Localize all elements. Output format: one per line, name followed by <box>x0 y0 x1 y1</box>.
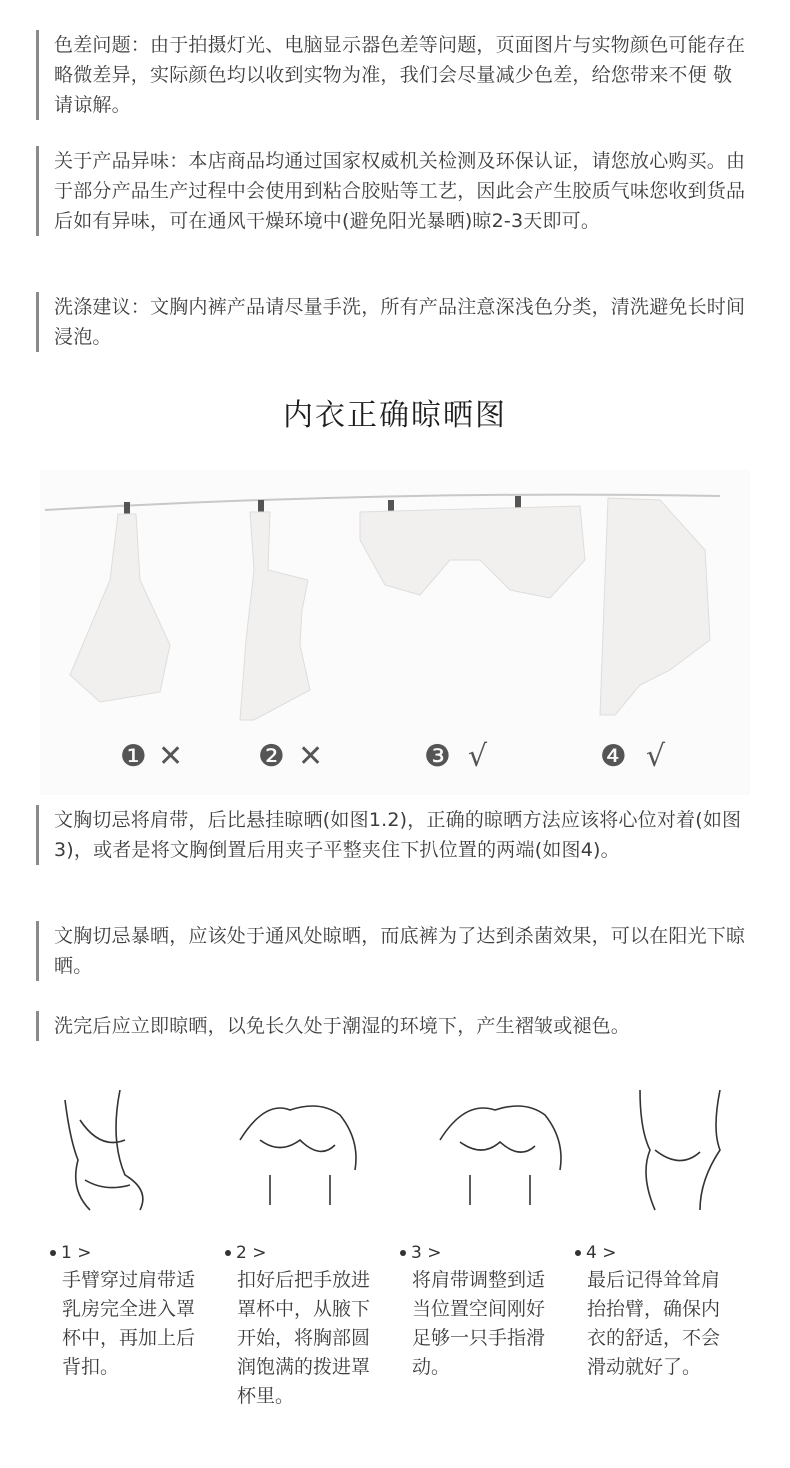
step-1 <box>50 1240 210 1382</box>
fitting-illustrations <box>0 1080 790 1220</box>
step-3 <box>400 1240 560 1382</box>
example-2-number: ❷ <box>258 739 285 774</box>
example-3-verdict: √ <box>468 739 488 774</box>
hanging-note: 文胸切忌将肩带，后比悬挂晾晒(如图1.2)，正确的晾晒方法应该将心位对着(如图3)，或者是将文胸倒置后用夹子平整夹住下扒位置的两端(如图4)。 <box>36 805 746 865</box>
step-4 <box>575 1240 735 1382</box>
step-label: 4 > <box>586 1243 617 1263</box>
bullet-dot-icon <box>50 1250 56 1256</box>
step-text: 将肩带调整到适当位置空间刚好足够一只手指滑动。 <box>412 1269 546 1378</box>
example-3-number: ❸ <box>424 739 451 774</box>
bullet-dot-icon <box>225 1250 231 1256</box>
example-4-number: ❹ <box>600 739 627 774</box>
fitting-figure-2 <box>240 1106 356 1205</box>
drying-photo <box>40 470 750 795</box>
fitting-figure-4 <box>640 1090 720 1210</box>
odor-note: 关于产品异味：本店商品均通过国家权威机关检测及环保认证，请您放心购买。由于部分产品生产过程中会使用到粘合胶贴等工艺，因此会产生胶质气味您收到货品后如有异味，可在通风干燥环境中(避免阳光暴晒)晾2-3天即可。 <box>36 146 746 236</box>
bullet-dot-icon <box>575 1250 581 1256</box>
dry-immediately-note: 洗完后应立即晾晒，以免长久处于潮湿的环境下，产生褶皱或褪色。 <box>36 1011 746 1041</box>
step-text: 扣好后把手放进罩杯中，从腋下开始，将胸部圆润饱满的拨进罩杯里。 <box>237 1269 371 1407</box>
sun-note: 文胸切忌暴晒，应该处于通风处晾晒，而底裤为了达到杀菌效果，可以在阳光下晾晒。 <box>36 921 746 981</box>
step-2 <box>225 1240 385 1411</box>
bullet-dot-icon <box>400 1250 406 1256</box>
section-heading: 内衣正确晾晒图 <box>283 398 507 433</box>
fitting-steps <box>0 1240 790 1440</box>
step-label: 1 > <box>61 1243 92 1263</box>
washing-note: 洗涤建议：文胸内裤产品请尽量手洗，所有产品注意深浅色分类，清洗避免长时间浸泡。 <box>36 292 746 352</box>
step-text: 最后记得耸耸肩抬抬臂，确保内衣的舒适，不会滑动就好了。 <box>587 1269 721 1378</box>
step-label: 2 > <box>236 1243 267 1263</box>
step-label: 3 > <box>411 1243 442 1263</box>
example-1-verdict: ✕ <box>158 739 184 774</box>
fitting-figure-3 <box>440 1106 561 1205</box>
step-text: 手臂穿过肩带适乳房完全进入罩杯中，再加上后背扣。 <box>62 1269 196 1378</box>
example-2-verdict: ✕ <box>298 739 324 774</box>
color-difference-note: 色差问题：由于拍摄灯光、电脑显示器色差等问题，页面图片与实物颜色可能存在略微差异，实际颜色均以收到实物为准，我们会尽量减少色差，给您带来不便 敬请谅解。 <box>36 30 746 120</box>
fitting-figure-1 <box>65 1090 143 1210</box>
example-1-number: ❶ <box>120 739 147 774</box>
example-4-verdict: √ <box>646 739 666 774</box>
